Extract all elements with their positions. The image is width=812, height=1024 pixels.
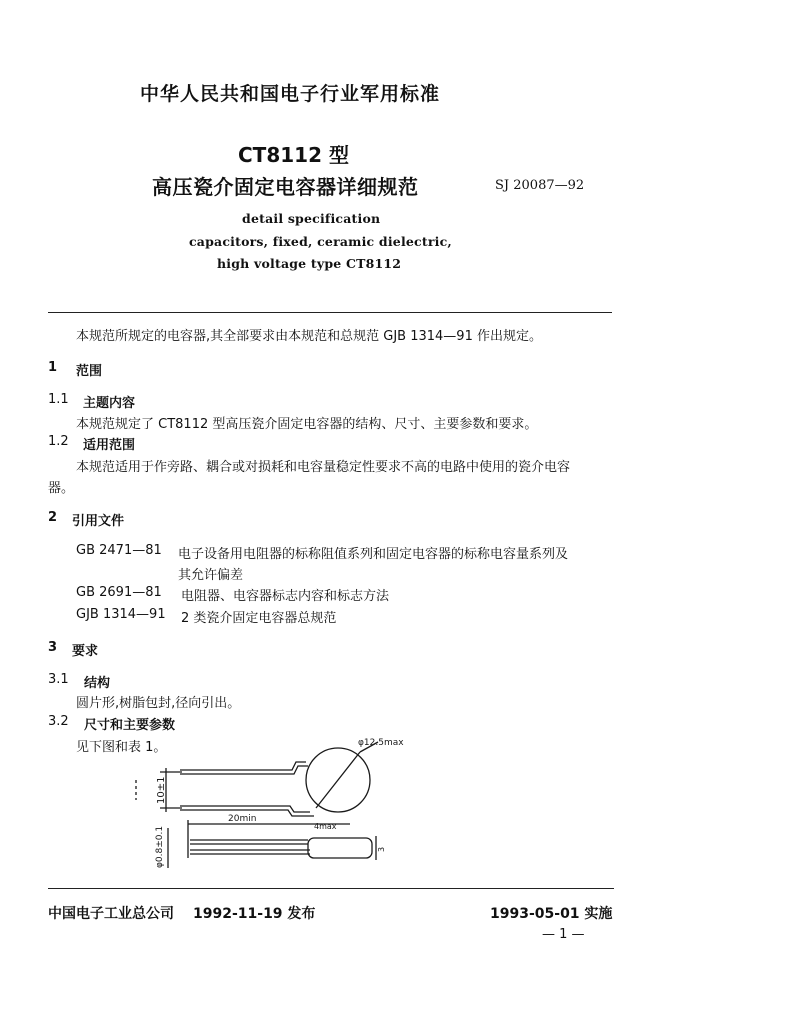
section-1-2-number: 1.2 [48,434,69,449]
section-3-1-number: 3.1 [48,672,69,687]
reference-3-code: GJB 1314—91 [76,607,166,622]
section-3-1-text: 圆片形,树脂包封,径向引出。 [76,696,241,711]
reference-1-title-line-1: 电子设备用电阻器的标称阻值系列和固定电容器的标称电容量系列及 [178,547,569,562]
footer-divider [48,888,614,889]
standard-code: SJ 20087—92 [495,178,585,193]
section-3-2-number: 3.2 [48,714,69,729]
side-view-body [308,838,372,858]
standard-category: 中华人民共和国电子行业军用标准 [140,83,441,105]
dim-spacing-label: 10±1 [156,776,167,804]
section-3-2-title: 尺寸和主要参数 [84,718,176,733]
section-1-1-text: 本规范规定了 CT8112 型高压瓷介固定电容器的结构、尺寸、主要参数和要求。 [76,417,538,432]
dim-thickness-label: 4max [314,822,337,831]
intro-paragraph: 本规范所规定的电容器,其全部要求由本规范和总规范 GJB 1314—91 作出规定。 [76,329,542,344]
document-model: CT8112 型 [238,143,349,167]
section-3-title: 要求 [72,644,99,659]
english-title-line-3: high voltage type CT8112 [217,256,402,271]
section-1-number: 1 [48,360,58,375]
dim-side-label: 3 [377,846,386,852]
dim-lead-diameter-label: φ0.8±0.1 [155,825,165,868]
section-3-2-text: 见下图和表 1。 [76,740,167,755]
english-title-line-2: capacitors, fixed, ceramic dielectric, [189,234,452,249]
section-1-2-text-line-2: 器。 [48,481,75,496]
reference-1-code: GB 2471—81 [76,543,162,558]
dim-diameter-label: φ12.5max [358,738,404,748]
section-1-2-text-line-1: 本规范适用于作旁路、耦合或对损耗和电容量稳定性要求不高的电路中使用的瓷介电容 [76,460,571,475]
section-3-number: 3 [48,640,58,655]
lead-upper [180,762,306,770]
section-2-number: 2 [48,510,58,525]
reference-2-title: 电阻器、电容器标志内容和标志方法 [181,589,390,604]
reference-1-title-line-2: 其允许偏差 [178,568,244,583]
footer-issue-date: 1992-11-19 发布 [193,906,316,922]
capacitor-dimension-drawing [120,728,420,878]
section-3-1-title: 结构 [84,676,111,691]
dim-lead-length-label: 20min [228,814,257,824]
footer-issuer: 中国电子工业总公司 [48,906,174,922]
footer-effective-date: 1993-05-01 实施 [490,906,613,922]
lead-lower [180,806,310,812]
document-title: 高压瓷介固定电容器详细规范 [152,175,419,199]
english-title-line-1: detail specification [242,211,381,226]
section-1-title: 范围 [76,364,103,379]
section-2-title: 引用文件 [72,514,125,529]
reference-3-title: 2 类瓷介固定电容器总规范 [181,611,337,626]
side-view-leads [190,840,310,854]
section-1-1-title: 主题内容 [83,396,136,411]
header-divider [48,312,612,313]
section-1-1-number: 1.1 [48,392,69,407]
section-1-2-title: 适用范围 [83,438,136,453]
page-number: — 1 — [542,927,585,942]
reference-2-code: GB 2691—81 [76,585,162,600]
